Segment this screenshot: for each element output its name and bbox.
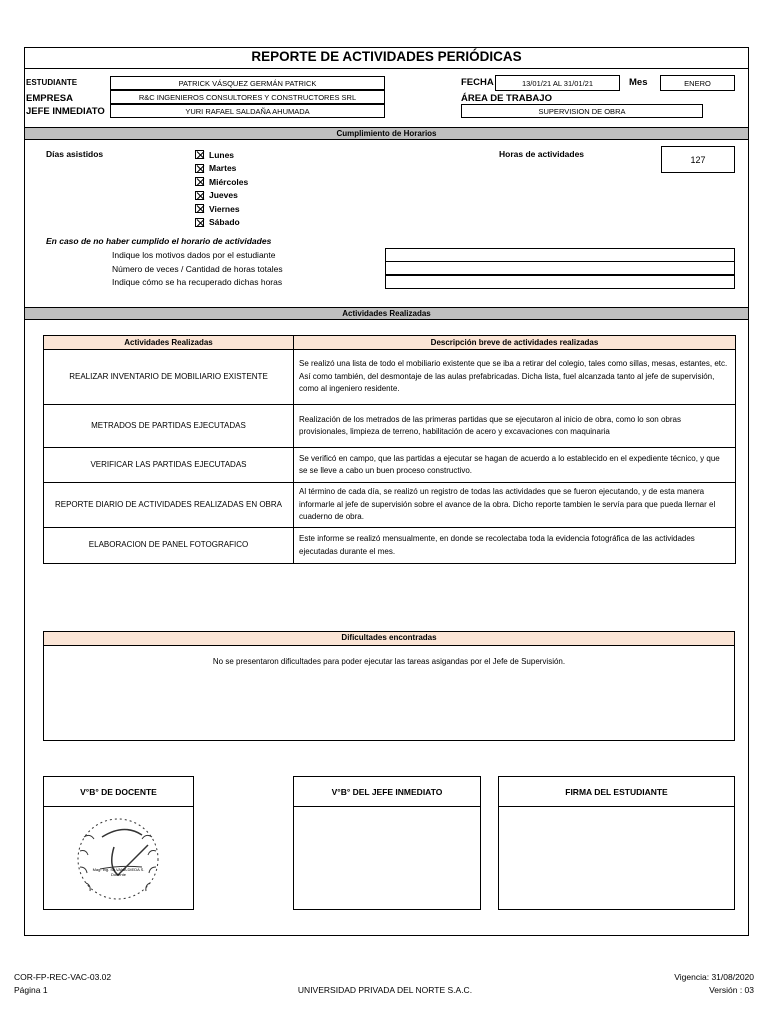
non-compliance-title: En caso de no haber cumplido el horario de actividades <box>46 236 272 246</box>
month-value: ENERO <box>660 75 735 91</box>
seal-role: Docente <box>111 872 126 877</box>
table-header-row <box>44 336 736 350</box>
seal-name: Mag. Ing. SILVANA DIEDA S. <box>92 867 145 872</box>
area-value: SUPERVISION DE OBRA <box>461 104 703 118</box>
times-field[interactable] <box>385 261 735 275</box>
company-value: R&C INGENIEROS CONSULTORES Y CONSTRUCTORES SRL <box>110 90 385 104</box>
validity-date: Vigencia: 31/08/2020 <box>674 972 754 982</box>
version-number: Versión : 03 <box>709 985 754 995</box>
student-value: PATRICK VÁSQUEZ GERMÁN PATRICK <box>110 76 385 90</box>
boss-signature-box <box>293 776 481 910</box>
reason-field[interactable] <box>385 248 735 262</box>
day-label: Miércoles <box>209 176 249 187</box>
recovery-question: Indique cómo se ha recuperado dichas horas <box>112 277 283 287</box>
date-label: FECHA <box>461 77 494 88</box>
report-title: REPORTE DE ACTIVIDADES PERIÓDICAS <box>251 49 522 64</box>
boss-signature-label: V°B° DEL JEFE INMEDIATO <box>294 777 480 807</box>
days-list <box>195 148 248 229</box>
form-code: COR-FP-REC-VAC-03.02 <box>14 972 112 982</box>
activities-table <box>43 335 736 564</box>
days-label: Días asistidos <box>46 149 104 159</box>
column-header-activity: Actividades Realizadas <box>44 336 294 350</box>
day-friday <box>195 202 248 216</box>
reason-question: Indique los motivos dados por el estudiante <box>112 250 276 260</box>
student-signature-box <box>498 776 735 910</box>
boss-value: YURI RAFAEL SALDAÑA AHUMADA <box>110 104 385 118</box>
student-signature-label: FIRMA DEL ESTUDIANTE <box>499 777 734 807</box>
checkbox-checked-icon <box>195 191 204 200</box>
area-label: ÁREA DE TRABAJO <box>461 93 552 104</box>
activity-cell: METRADOS DE PARTIDAS EJECUTADAS <box>44 405 294 448</box>
day-label: Jueves <box>209 190 238 201</box>
teacher-signature-box <box>43 776 194 910</box>
activity-cell: REPORTE DIARIO DE ACTIVIDADES REALIZADAS EN OBRA <box>44 483 294 528</box>
checkbox-checked-icon <box>195 204 204 213</box>
page-number: Página 1 <box>14 985 48 995</box>
table-row <box>44 448 736 483</box>
activities-section-bar: Actividades Realizadas <box>25 307 748 320</box>
day-label: Viernes <box>209 203 240 214</box>
description-cell: Al término de cada día, se realizó un registro de todas las actividades que se fueron ejecutando, y de esta manera informarle al jefe de supervisión sobre el avance de la obra. Dicho reporte tambien le servía para que pueda llernar el cuaderno de obra. <box>294 483 736 528</box>
day-thursday <box>195 189 248 203</box>
month-label: Mes <box>629 77 648 88</box>
description-cell: Este informe se realizó mensualmente, en donde se recolectaba toda la evidencia fotográfica de las actividades ejecutadas durante el mes. <box>294 528 736 564</box>
date-value: 13/01/21 AL 31/01/21 <box>495 75 620 91</box>
times-question: Número de veces / Cantidad de horas totales <box>112 264 283 274</box>
day-wednesday <box>195 175 248 189</box>
description-cell: Realización de los metrados de las primeras partidas que se ejecutaron al inicio de obra, como lo son obras provisionales, limpieza de terreno, habilitación de acero y excavaciones con maquinaria <box>294 405 736 448</box>
day-monday <box>195 148 248 162</box>
recovery-field[interactable] <box>385 275 735 289</box>
column-header-description: Descripción breve de actividades realizadas <box>294 336 736 350</box>
hours-value: 127 <box>661 146 735 173</box>
student-label: ESTUDIANTE <box>26 78 78 87</box>
checkbox-checked-icon <box>195 164 204 173</box>
difficulties-box <box>43 645 735 741</box>
description-cell: Se verificó en campo, que las partidas a ejecutar se hagan de acuerdo a lo establecido en el expediente técnico, y que se se lleve a cabo un buen proceso constructivo. <box>294 448 736 483</box>
difficulties-header: Dificultades encontradas <box>43 631 735 646</box>
checkbox-checked-icon <box>195 177 204 186</box>
description-cell: Se realizó una lista de todo el mobiliario existente que se iba a retirar del colegio, tales como sillas, mesas, estantes, etc. Así como también, del desmontaje de las aulas prefabricadas. Dicha lista, fuel alcanzada tanto al jefe de supervisión, como al ingeniero residente. <box>294 350 736 405</box>
activity-cell: REALIZAR INVENTARIO DE MOBILIARIO EXISTENTE <box>44 350 294 405</box>
checkbox-checked-icon <box>195 218 204 227</box>
activity-cell: VERIFICAR LAS PARTIDAS EJECUTADAS <box>44 448 294 483</box>
table-row <box>44 528 736 564</box>
teacher-seal-icon <box>44 807 193 909</box>
boss-label: JEFE INMEDIATO <box>26 106 105 117</box>
activity-cell: ELABORACION DE PANEL FOTOGRAFICO <box>44 528 294 564</box>
day-label: Lunes <box>209 149 235 160</box>
difficulties-text: No se presentaron dificultades para poder ejecutar las tareas asigandas por el Jefe de Supervisión. <box>212 657 566 666</box>
day-label: Martes <box>209 163 237 174</box>
schedule-section-bar: Cumplimiento de Horarios <box>25 127 748 140</box>
table-row <box>44 350 736 405</box>
company-label: EMPRESA <box>26 93 73 104</box>
institution-name: UNIVERSIDAD PRIVADA DEL NORTE S.A.C. <box>297 985 473 995</box>
title-divider <box>24 68 749 69</box>
day-tuesday <box>195 162 248 176</box>
teacher-signature-label: V°B° DE DOCENTE <box>44 777 193 807</box>
table-row <box>44 405 736 448</box>
hours-label: Horas de actividades <box>499 149 585 159</box>
table-row <box>44 483 736 528</box>
day-saturday <box>195 216 248 230</box>
checkbox-checked-icon <box>195 150 204 159</box>
day-label: Sábado <box>209 217 240 228</box>
